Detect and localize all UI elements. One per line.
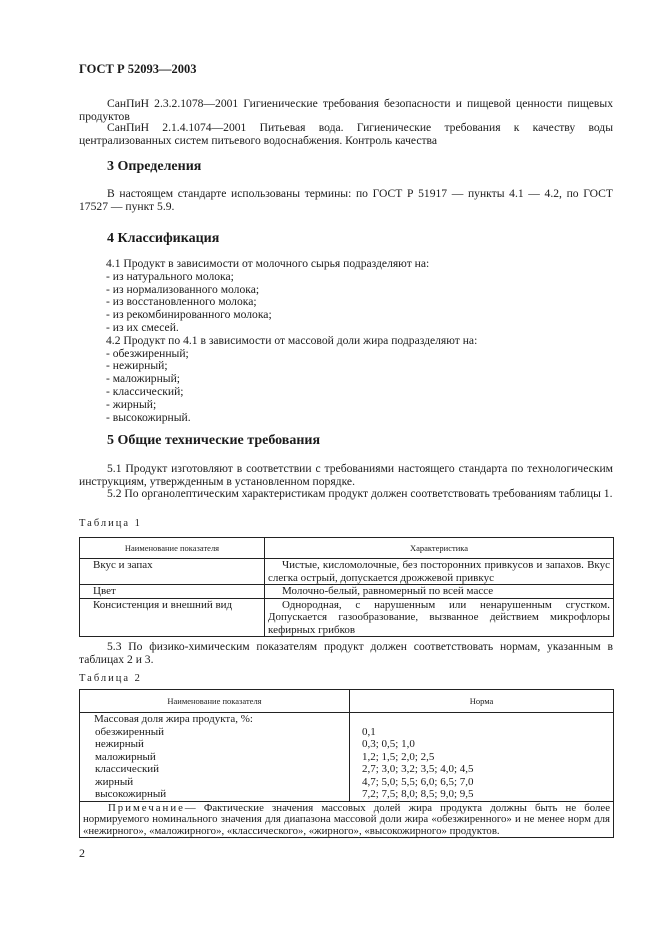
list-item: маложирный bbox=[95, 750, 156, 763]
table-2 bbox=[79, 689, 614, 838]
norm-value: 1,2; 1,5; 2,0; 2,5 bbox=[362, 750, 435, 763]
list-item: - из их смесей. bbox=[106, 320, 179, 334]
list-item: - нежирный; bbox=[106, 359, 168, 373]
list-item: - из натурального молока; bbox=[106, 269, 234, 283]
paragraph-5-2: 5.2 По органолептическим характеристикам продукт должен соответствовать требованиям таблицы 1. bbox=[107, 487, 613, 500]
list-item: - из рекомбинированного молока; bbox=[106, 308, 272, 322]
paragraph-4-2: 4.2 Продукт по 4.1 в зависимости от массовой доли жира подразделяют на: bbox=[106, 333, 478, 347]
group-label: Массовая доля жира продукта, %: bbox=[94, 713, 253, 725]
table-header-cell: Наименование показателя bbox=[80, 690, 350, 713]
table-cell: Вкус и запах bbox=[80, 559, 265, 585]
table-header-row bbox=[80, 538, 614, 559]
note-text: — Фактические значения массовых долей жира продукта должны быть не более нормируемого номинального значения для диапазона массовой доли жира «обезжиренного» и не менее норм для «нежирного», «маложирного», «классического», «жирного», «высокожирного» продуктов. bbox=[83, 801, 610, 837]
list-item: нежирный bbox=[95, 738, 144, 750]
list-item: - маложирный; bbox=[106, 372, 180, 386]
section-3-text: В настоящем стандарте использованы термины: по ГОСТ Р 51917 — пункты 4.1 — 4.2, по ГОСТ 17527 — пункт 5.9. bbox=[79, 187, 613, 213]
table-1 bbox=[79, 537, 614, 637]
norm-value: 4,7; 5,0; 5,5; 6,0; 6,5; 7,0 bbox=[362, 775, 474, 788]
list-item: - из нормализованного молока; bbox=[106, 282, 260, 296]
table-row bbox=[80, 559, 614, 585]
table-cell: Однородная, с нарушенным или ненарушенным сгустком. Допускается газообразование, вызванное действием микрофлоры кефирных грибков bbox=[265, 598, 614, 637]
list-item: - обезжиренный; bbox=[106, 346, 189, 360]
norm-value: 2,7; 3,0; 3,2; 3,5; 4,0; 4,5 bbox=[362, 763, 474, 775]
table-row bbox=[80, 713, 614, 802]
note-label: Примечание bbox=[108, 801, 185, 814]
paragraph-4-1: 4.1 Продукт в зависимости от молочного сырья подразделяют на: bbox=[106, 257, 430, 270]
section-4-heading: 4 Классификация bbox=[107, 231, 220, 246]
table-header-cell: Норма bbox=[350, 690, 614, 713]
list-item: высокожирный bbox=[95, 788, 167, 800]
paragraph-5-1: 5.1 Продукт изготовляют в соответствии с требованиями настоящего стандарта по технологическим инструкциям, утвержденным в установленном порядке. bbox=[79, 462, 613, 488]
table-note-row bbox=[80, 801, 614, 838]
table-cell: Чистые, кисломолочные, без посторонних привкусов и запахов. Вкус слегка острый, допускается дрожжевой привкус bbox=[265, 559, 614, 585]
table-cell: Консистенция и внешний вид bbox=[80, 598, 265, 637]
paragraph-5-3: 5.3 По физико-химическим показателям продукт должен соответствовать нормам, указанным в таблицах 2 и 3. bbox=[79, 640, 613, 666]
table-header-cell: Наименование показателя bbox=[80, 538, 265, 559]
table-cell bbox=[80, 713, 350, 802]
list-item: - жирный; bbox=[106, 397, 157, 411]
norm-value: 0,3; 0,5; 1,0 bbox=[362, 738, 415, 750]
table-2-caption: Таблица 2 bbox=[79, 673, 142, 684]
table-cell: Цвет bbox=[80, 585, 265, 599]
list-item: - высокожирный. bbox=[106, 410, 191, 424]
section-5-heading: 5 Общие технические требования bbox=[107, 433, 321, 448]
table-row bbox=[80, 585, 614, 599]
reference-sanpin-1074: СанПиН 2.1.4.1074—2001 Питьевая вода. Гигиенические требования к качеству воды централизованных систем питьевого водоснабжения. Контроль качества bbox=[79, 121, 613, 147]
table-note bbox=[80, 801, 614, 838]
fat-category-list bbox=[94, 726, 346, 801]
classification-block bbox=[106, 258, 477, 424]
list-item: классический bbox=[95, 763, 160, 775]
reference-sanpin-1078: СанПиН 2.3.2.1078—2001 Гигиенические требования безопасности и пищевой ценности пищевых продуктов bbox=[79, 97, 613, 123]
list-item: - классический; bbox=[106, 384, 184, 398]
document-header: ГОСТ Р 52093—2003 bbox=[79, 62, 197, 76]
list-item: обезжиренный bbox=[95, 725, 165, 738]
table-header-cell: Характеристика bbox=[265, 538, 614, 559]
table-1-caption: Таблица 1 bbox=[79, 518, 142, 529]
list-item: - из восстановленного молока; bbox=[106, 295, 257, 309]
section-3-heading: 3 Определения bbox=[107, 159, 202, 174]
table-header-row bbox=[80, 690, 614, 713]
table-cell bbox=[350, 713, 614, 802]
table-cell: Молочно-белый, равномерный по всей массе bbox=[265, 585, 614, 599]
norm-value: 7,2; 7,5; 8,0; 8,5; 9,0; 9,5 bbox=[362, 788, 474, 800]
table-row bbox=[80, 598, 614, 637]
list-item: жирный bbox=[95, 775, 134, 788]
page-number: 2 bbox=[79, 846, 85, 860]
norm-value: 0,1 bbox=[362, 725, 376, 738]
